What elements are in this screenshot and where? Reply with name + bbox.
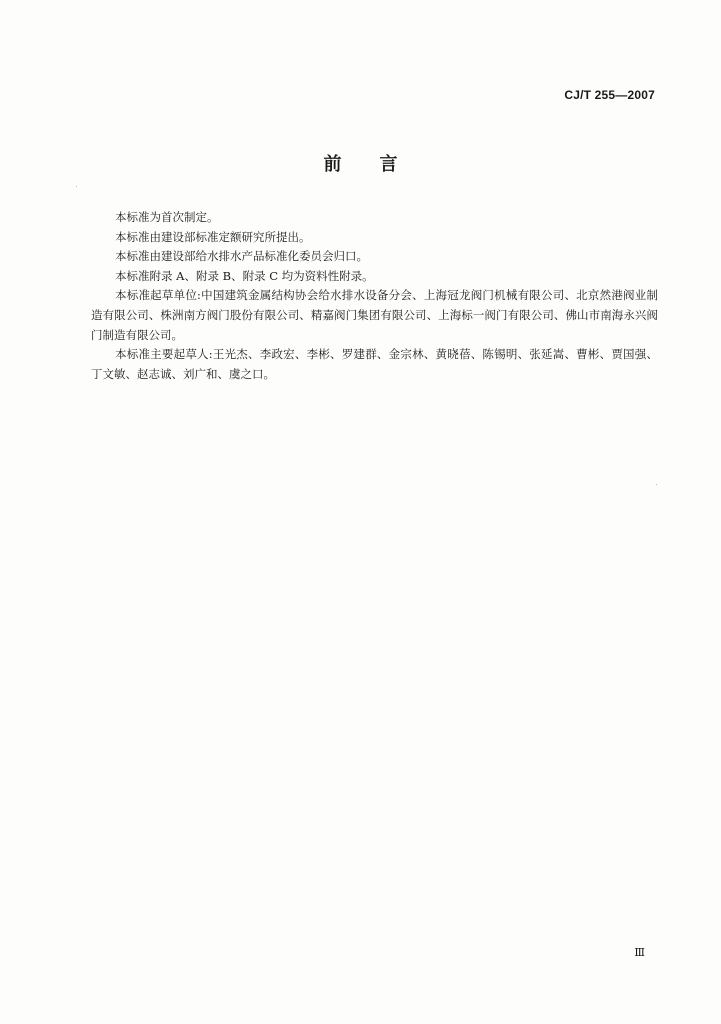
paragraph-proposed-by: 本标准由建设部标准定额研究所提出。 (115, 229, 311, 244)
paragraph-administered-by: 本标准由建设部给水排水产品标准化委员会归口。 (115, 249, 368, 264)
paragraph-first-edition: 本标准为首次制定。 (115, 210, 219, 224)
paragraph-drafting-units: 本标准起草单位:中国建筑金属结构协会给水排水设备分会、上海冠龙阀门机械有限公司、北京然港阀业制造有限公司、株洲南方阀门股份有限公司、精嘉阀门集团有限公司、上海标一阀门有限公司、佛山市南海永兴阀门制造有限公司。 (91, 288, 658, 342)
page-title: 前言 (323, 154, 436, 175)
paragraph-main-drafters: 本标准主要起草人:王光杰、李政宏、李彬、罗建群、金宗林、黄晓蓓、陈锡明、张延嵩、曹彬、贾国强、丁文敏、赵志诚、刘广和、虞之口。 (91, 347, 658, 381)
standard-code: CJ/T 255—2007 (564, 88, 655, 102)
scan-speck (656, 484, 657, 485)
document-body (91, 208, 658, 384)
page-number: Ⅲ (634, 946, 645, 959)
scan-speck (76, 186, 77, 187)
paragraph-appendices: 本标准附录 A、附录 B、附录 C 均为资料性附录。 (115, 268, 374, 283)
